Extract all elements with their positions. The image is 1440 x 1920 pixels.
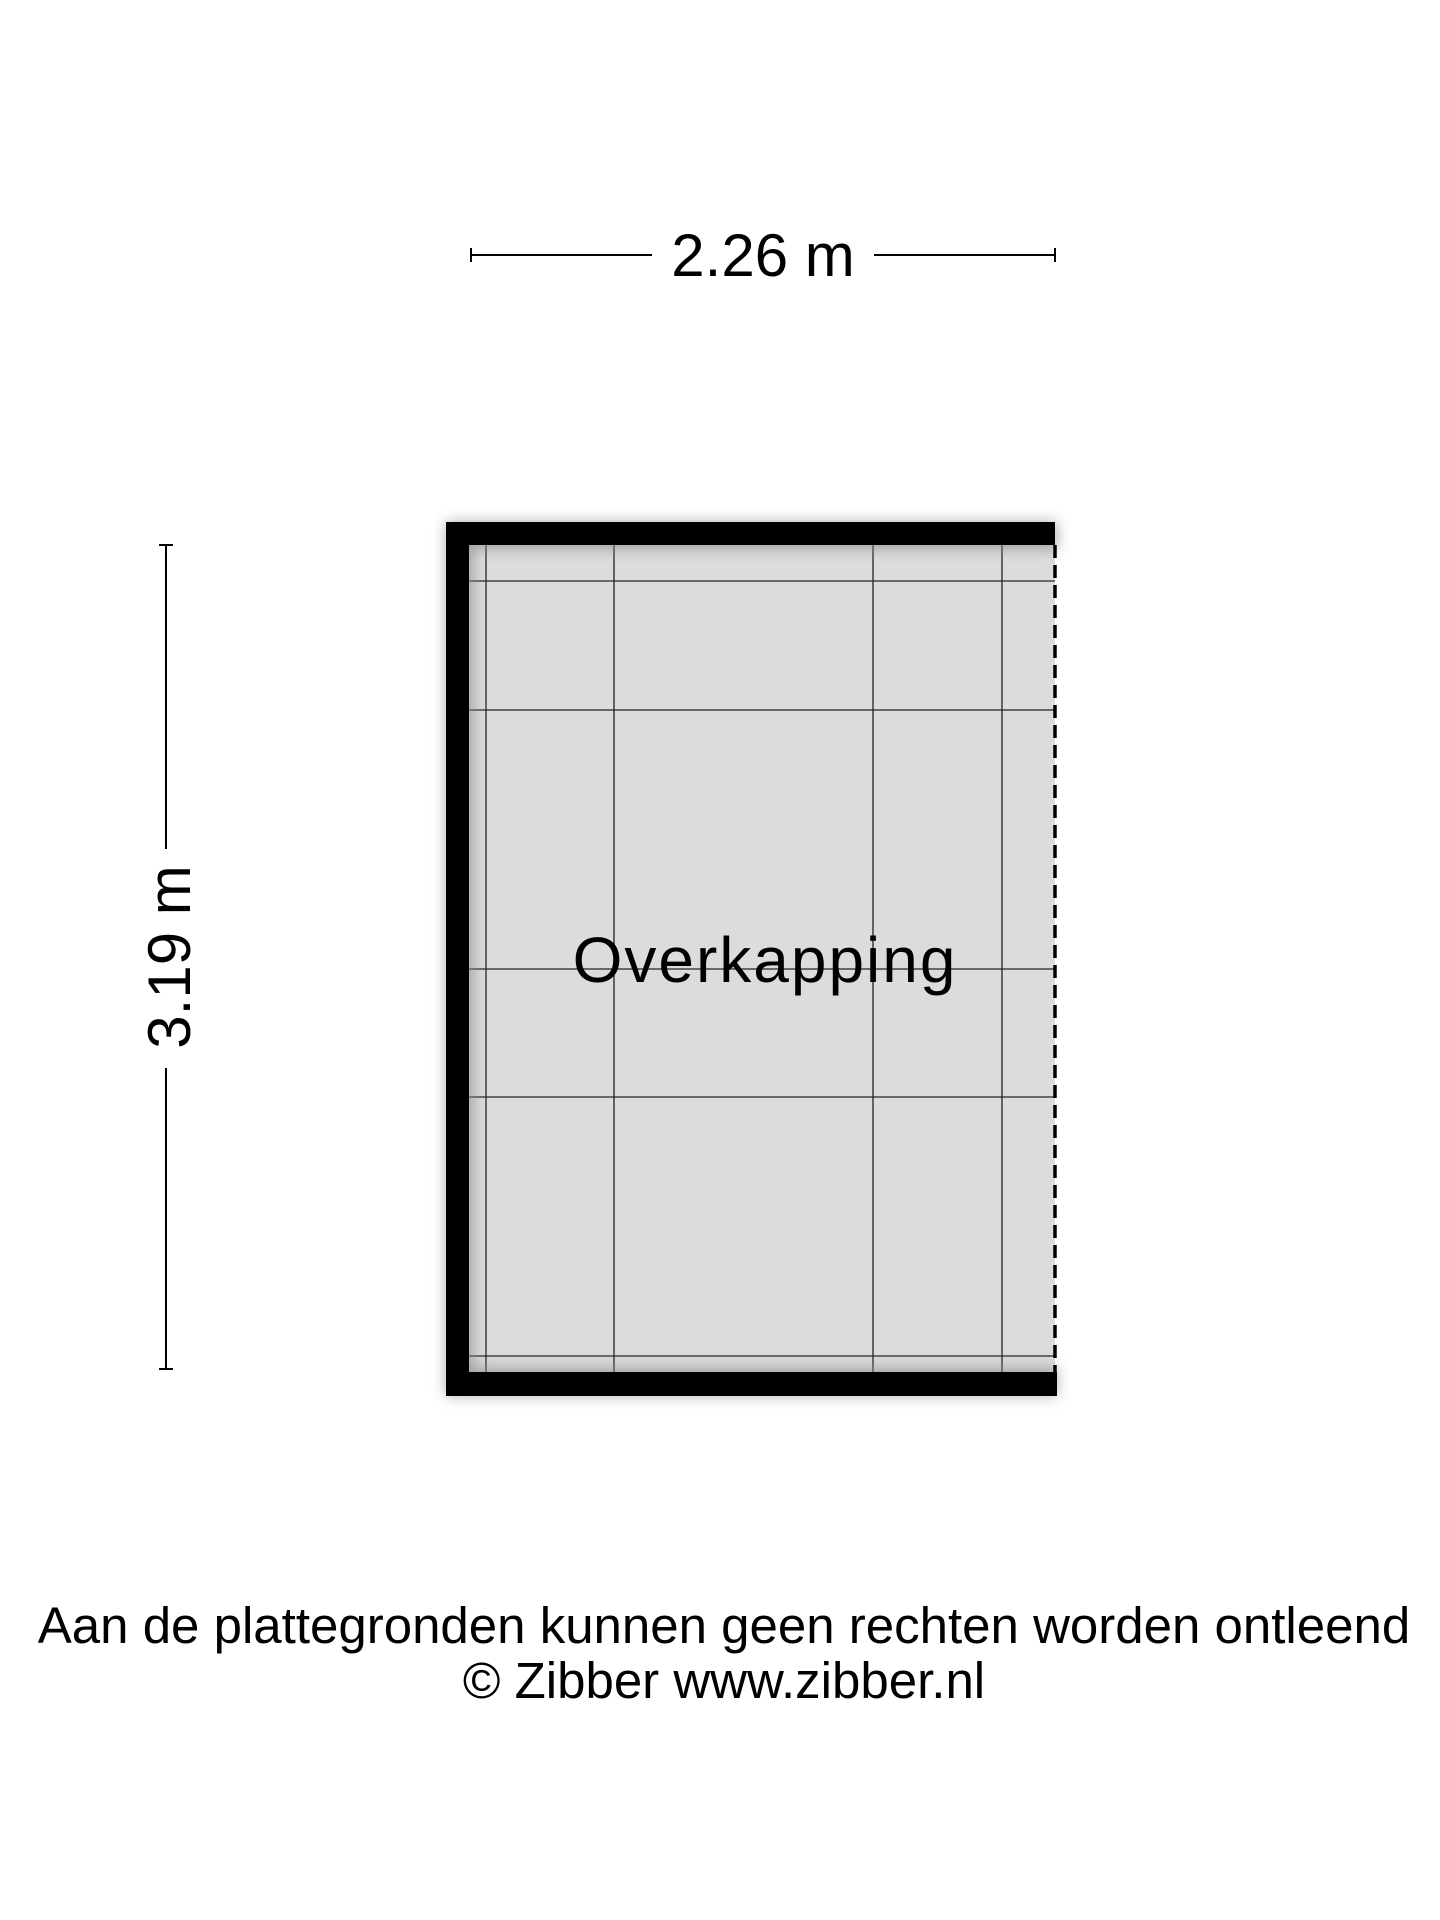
wall-top [446,522,1055,545]
disclaimer-line-2: © Zibber www.zibber.nl [462,1652,986,1709]
disclaimer [38,1597,1410,1709]
disclaimer-line-1: Aan de plattegronden kunnen geen rechten worden ontleend [37,1597,1411,1654]
width-dimension [471,222,1055,289]
wall-bottom [446,1372,1057,1396]
depth-label: 3.19 m [136,865,203,1049]
width-label: 2.26 m [671,222,855,289]
wall-left [446,522,469,1396]
room-label: Overkapping [572,924,958,996]
depth-dimension [136,545,203,1369]
room-overkapping [446,522,1057,1396]
